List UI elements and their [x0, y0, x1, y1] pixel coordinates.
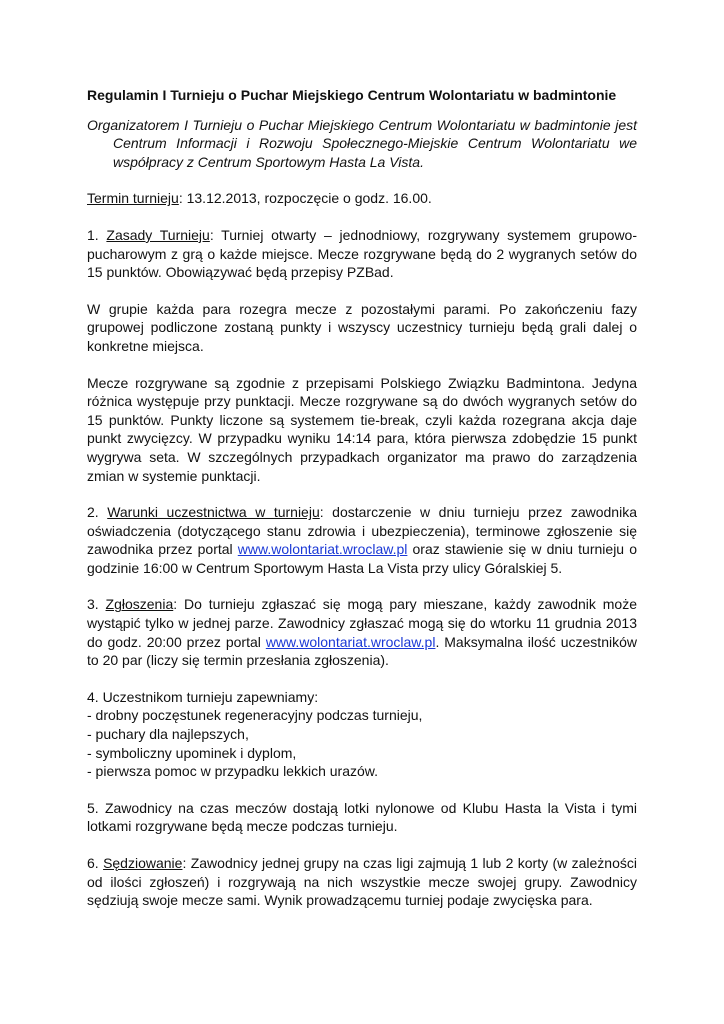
section-1-text: : Turniej otwarty – jednodniowy, rozgrywany systemem grupowo-pucharowym z grą o każde miejsce. Mecze rozgrywane będą do 2 wygranych setów do 15 punktów. Obowiązywać będą przepisy PZBad.: [87, 226, 638, 281]
list-item: - drobny poczęstunek regeneracyjny podczas turnieju,: [87, 707, 423, 724]
list-item: - puchary dla najlepszych,: [87, 726, 249, 743]
section-4-heading: 4. Uczestnikom turnieju zapewniamy:: [87, 688, 319, 705]
section-2-label: Warunki uczestnictwa w turnieju: [107, 504, 320, 521]
section-1-paragraph: [87, 226, 637, 282]
group-paragraph: W grupie każda para rozegra mecze z pozostałymi parami. Po zakończeniu fazy grupowej podliczone zostaną punkty i wszyscy uczestnicy turnieju będą grali dalej o konkretne miejsca.: [87, 300, 637, 354]
section-3-number: 3.: [87, 596, 106, 613]
document-title: Regulamin I Turnieju o Puchar Miejskiego Centrum Wolontariatu w badmintonie: [87, 87, 617, 103]
section-2-text-before: : dostarczenie w dniu turnieju przez zawodnika oświadczenia (dotyczącego stanu zdrowia i ubezpieczenia), terminowe zgłoszenie się zawodnika przez portal: [87, 504, 637, 558]
section-4-paragraph: [87, 688, 637, 781]
section-1-label: Zasady Turnieju: [106, 226, 210, 243]
document-page: [87, 86, 637, 910]
intro-paragraph: Organizatorem I Turnieju o Puchar Miejskiego Centrum Wolontariatu w badmintonie jest Centrum Informacji i Rozwoju Społecznego-Miejskie Centrum Wolontariatu we współpracy z Centrum Sportowym Hasta La Vista.: [87, 116, 637, 170]
section-2-paragraph: [87, 503, 637, 577]
section-3-label: Zgłoszenia: [105, 596, 174, 613]
termin-label: Termin turnieju: [87, 190, 179, 207]
section-1-number: 1.: [87, 226, 107, 243]
section-3-paragraph: [87, 595, 637, 669]
section-2-text-after: oraz stawienie się w dniu turnieju o godzinie 16:00 w Centrum Sportowym Hasta La Vista przy ulicy Góralskiej 5.: [87, 541, 637, 576]
portal-link[interactable]: www.wolontariat.wroclaw.pl: [265, 633, 436, 650]
list-item: - pierwsza pomoc w przypadku lekkich urazów.: [87, 763, 379, 780]
section-5-paragraph: 5. Zawodnicy na czas meczów dostają lotki nylonowe od Klubu Hasta la Vista i tymi lotkami rozgrywane będą mecze podczas turnieju.: [87, 799, 637, 835]
section-6-label: Sędziowanie: [103, 855, 183, 871]
section-3-text-after: . Maksymalna ilość uczestników to 20 par (liczy się termin przesłania zgłoszenia).: [87, 633, 637, 669]
section-6-number: 6.: [87, 855, 104, 871]
section-2-number: 2.: [87, 504, 108, 521]
section-6-text: : Zawodnicy jednej grupy na czas ligi zajmują 1 lub 2 korty (w zależności od ilości zgłoszeń) i rozgrywają na nich wszystkie mecze swojej grupy. Zawodnicy sędziują swoje mecze sami. Wynik prowadzącemu turniej podaje zwycięska para.: [87, 855, 637, 909]
termin-paragraph: [87, 189, 637, 208]
termin-text: : 13.12.2013, rozpoczęcie o godz. 16.00.: [178, 190, 432, 207]
section-3-text-before: : Do turnieju zgłaszać się mogą pary mieszane, każdy zawodnik może wystąpić tylko w jednej parze. Zawodnicy zgłaszać mogą się do wtorku 11 grudnia 2013 do godz. 20:00 przez portal: [87, 596, 637, 650]
rules-paragraph: Mecze rozgrywane są zgodnie z przepisami Polskiego Związku Badmintona. Jedyna różnica występuje przy punktacji. Mecze rozgrywane są do dwóch wygranych setów do 15 punktów. Punkty liczone są systemem tie-break, czyli każda rozegrana akcja daje punkt zwycięzcy. W przypadku wyniku 14:14 para, która pierwsza zdobędzie 15 punkt wygrywa seta. W szczególnych przypadkach organizator ma prawo do zarządzenia zmian w systemie punktacji.: [87, 374, 637, 484]
portal-link[interactable]: www.wolontariat.wroclaw.pl: [237, 541, 408, 558]
list-item: - symboliczny upominek i dyplom,: [87, 744, 297, 761]
section-6-paragraph: [87, 854, 637, 910]
